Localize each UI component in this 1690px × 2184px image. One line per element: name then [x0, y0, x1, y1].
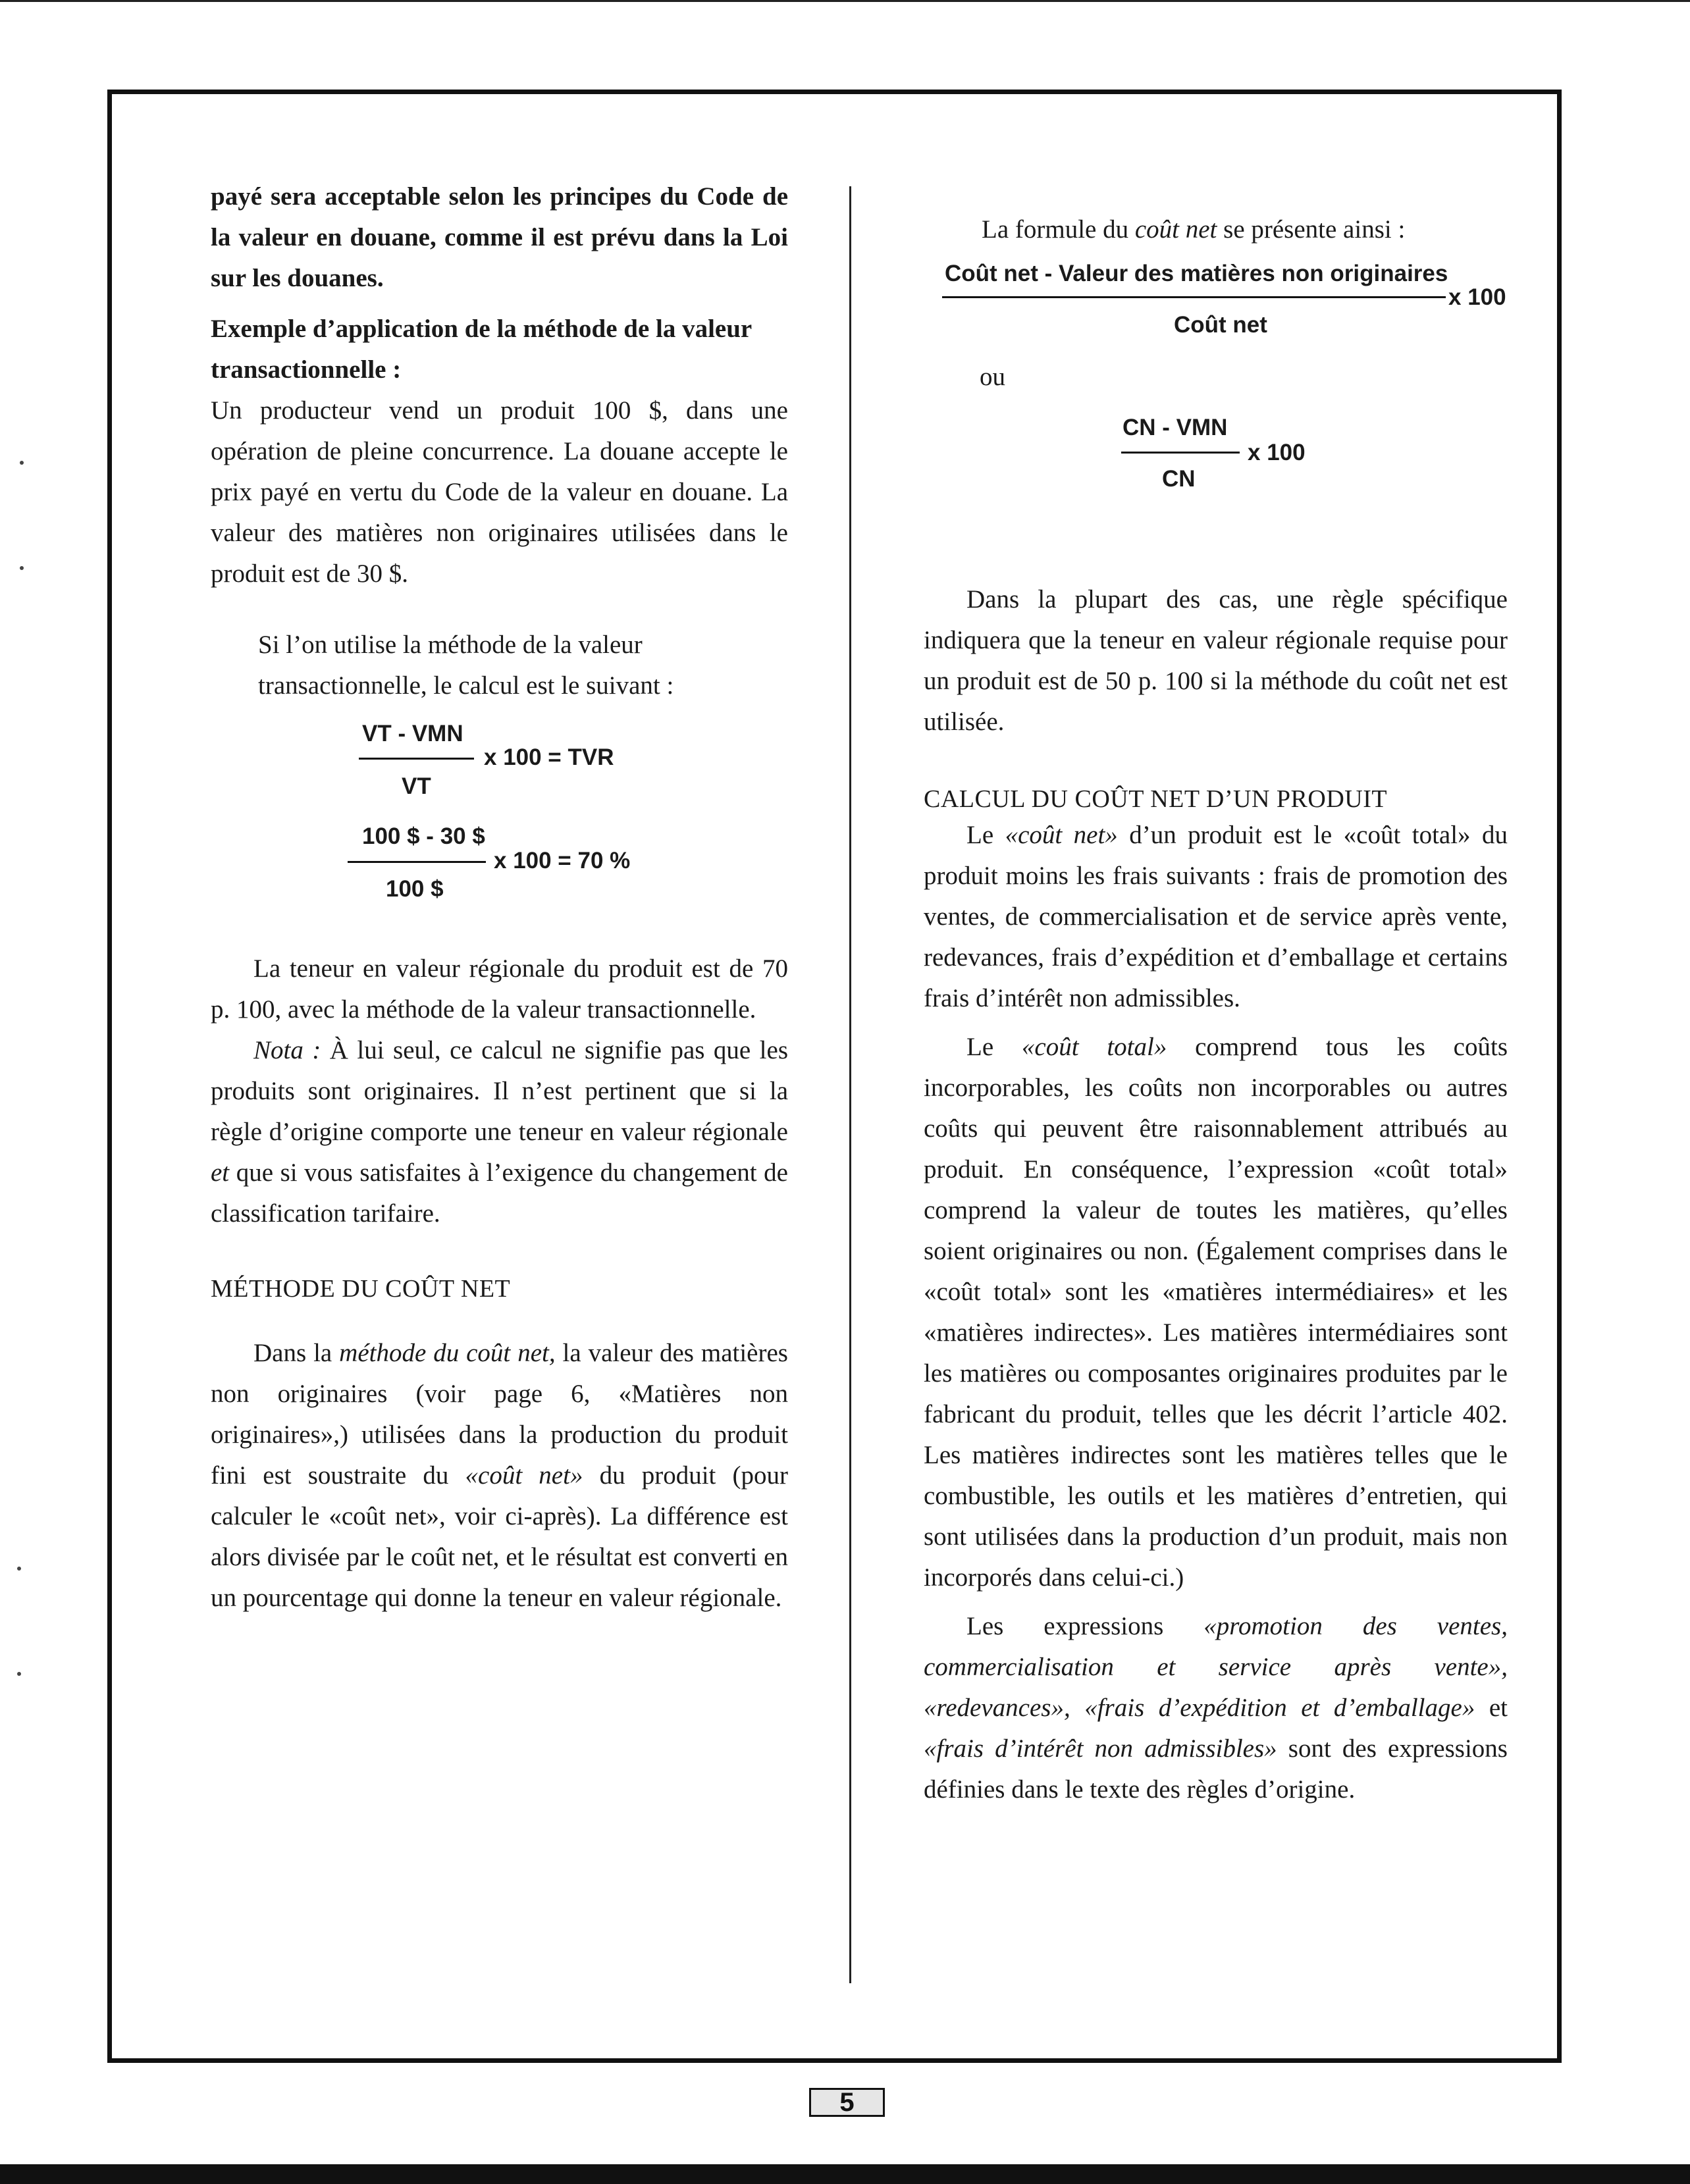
long-formula-numerator: Coût net - Valeur des matières non originaires	[945, 261, 1448, 286]
formula1-fraction-bar	[359, 758, 474, 760]
cout-total-term: «coût total»	[1021, 1033, 1167, 1061]
scan-speck	[20, 566, 24, 570]
methode-text-end: du produit (pour calculer le «coût net», voir ci-après). La différence est alors divisée par le coût net, et le résultat est converti en un pourcentage qui donne la teneur en valeur régionale.	[211, 1461, 789, 1612]
formula1-denominator: VT	[402, 773, 431, 799]
methode-text-mid: la valeur des matières non originaires (voir page 6, «Matières non originaires»,) utilisées dans la production du produit fini est soustraite du	[211, 1339, 788, 1490]
expressions-text-end: sont des expressions définies dans le texte des règles d’origine.	[924, 1734, 1508, 1804]
nota-text-end: que si vous satisfaites à l’exigence du changement de classification tarifaire.	[211, 1158, 788, 1228]
methode-text: Dans la	[253, 1339, 340, 1367]
cout-total-text-end: comprend tous les coûts incorporables, les coûts non incorporables ou autres coûts qui peuvent être raisonnablement attribués au produit. En conséquence, l’expression «coût total» comprend la valeur de toutes les matières, qu’elles soient originaires ou non. (Également comprises dans le «coût total» sont les «matières intermédiaires» et les «matières indirectes». Les matières intermédiaires sont les matières ou composantes originaires produites par le fabricant du produit, telles que les décrit l’article 402. Les matières indirectes sont les matières telles que le combustible, les outils et les matières d’entretien, qui sont utilisées dans la production d’un produit, mais non incorporés dans celui-ci.)	[924, 1033, 1508, 1592]
nota-text: À lui seul, ce calcul ne signifie pas que les produits sont originaires. Il n’est pertinent que si la règle d’origine comporte une teneur en valeur régionale	[211, 1036, 788, 1146]
opening-paragraph: payé sera acceptable selon les principes du Code de la valeur en douane, comme il est prévu dans la Loi sur les douanes.	[211, 182, 788, 292]
formula2-result: x 100 = 70 %	[494, 848, 631, 873]
calculation-intro: Si l’on utilise la méthode de la valeur transactionnelle, le calcul est le suivant :	[258, 631, 674, 700]
nota-label: Nota :	[253, 1036, 321, 1064]
scan-speck	[17, 1567, 21, 1571]
formula1-result: x 100 = TVR	[484, 744, 614, 770]
cout-net-text-end: d’un produit est le «coût total» du produit moins les frais suivants : frais de promotion des ventes, de commercialisation et de service après vente, redevances, frais d’expédition et d’emballage et certains frais d’intérêt non admissibles.	[924, 821, 1508, 1012]
scan-speck	[17, 1672, 21, 1676]
methode-heading: MÉTHODE DU COÛT NET	[211, 1275, 511, 1303]
cout-net-term: «coût net»	[1005, 821, 1118, 849]
formula-intro-text: La formule du	[982, 215, 1135, 244]
expressions-term-interet: «frais d’intérêt non admissibles»	[924, 1734, 1277, 1763]
left-column	[211, 176, 788, 1619]
expressions-text: Les expressions	[966, 1612, 1204, 1640]
short-formula-denominator: CN	[1162, 466, 1196, 492]
formula2-denominator: 100 $	[386, 876, 444, 902]
nota-paragraph	[211, 1030, 788, 1234]
formula-intro-term: coût net	[1134, 215, 1217, 244]
methode-term: méthode du coût net,	[339, 1339, 556, 1367]
formula1-numerator: VT - VMN	[362, 721, 463, 746]
cout-total-paragraph	[924, 1027, 1508, 1598]
result-text: La teneur en valeur régionale du produit est de 70 p. 100, avec la méthode de la valeur transactionnelle.	[211, 954, 788, 1024]
short-formula-numerator: CN - VMN	[1122, 415, 1228, 440]
formula-block-right	[924, 250, 1508, 492]
long-formula-fraction-bar	[942, 296, 1446, 298]
cout-net-paragraph	[924, 815, 1508, 1019]
example-heading: Exemple d’application de la méthode de la valeur transactionnelle :	[211, 315, 752, 384]
ou-text: ou	[980, 363, 1005, 391]
long-formula-result: x 100	[1448, 284, 1506, 310]
methode-term-cout-net: «coût net»	[465, 1461, 583, 1490]
scan-speck	[20, 461, 24, 465]
cout-total-text: Le	[966, 1033, 1022, 1061]
formula2-fraction-bar	[348, 861, 486, 863]
calcul-heading: CALCUL DU COÛT NET D’UN PRODUIT	[924, 785, 1388, 813]
expressions-terms: «promotion des ventes, commercialisation et service après vente», «redevances», «frais d’expédition et d’emballage»	[924, 1612, 1508, 1722]
formula-intro-end: se présente ainsi :	[1217, 215, 1406, 244]
long-formula-denominator: Coût net	[1174, 312, 1267, 338]
formula-block-left	[211, 706, 788, 902]
formula2-numerator: 100 $ - 30 $	[362, 823, 485, 849]
expressions-paragraph	[924, 1606, 1508, 1810]
cout-net-text: Le	[966, 821, 1005, 849]
scan-bottom-edge	[0, 2164, 1690, 2184]
expressions-text-mid: et	[1475, 1694, 1508, 1722]
example-text: Un producteur vend un produit 100 $, dans une opération de pleine concurrence. La douane accepte le prix payé en vertu du Code de la valeur en douane. La valeur des matières non originaires utilisées dans le produit est de 30 $.	[211, 396, 788, 588]
formula-intro	[924, 209, 1508, 250]
nota-emphasis: et	[211, 1158, 230, 1187]
top-rule	[0, 0, 1690, 2]
right-column	[924, 209, 1508, 1810]
methode-paragraph	[211, 1333, 788, 1619]
short-formula-fraction-bar	[1121, 452, 1240, 454]
page-number: 5	[809, 2088, 885, 2117]
short-formula-result: x 100	[1248, 440, 1306, 465]
column-divider	[849, 186, 851, 1983]
rule-text: Dans la plupart des cas, une règle spécifique indiquera que la teneur en valeur régionale requise pour un produit est de 50 p. 100 si la méthode du coût net est utilisée.	[924, 585, 1508, 736]
